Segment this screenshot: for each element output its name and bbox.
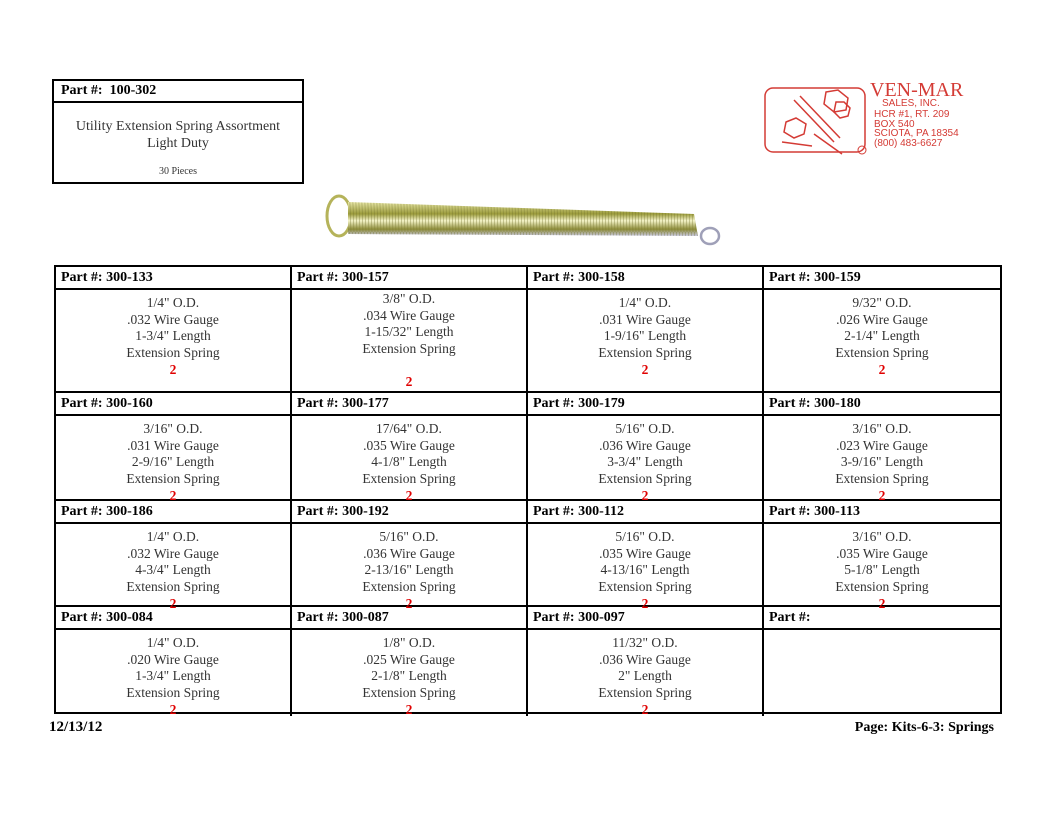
part-cell [56, 393, 292, 501]
part-specs [528, 290, 762, 391]
part-quantity: 2 [405, 701, 413, 717]
part-number: 300-177 [342, 396, 389, 411]
part-label: Part #: [297, 610, 339, 625]
part-od: 3/16" O.D. [852, 421, 912, 436]
part-cell [292, 607, 528, 716]
part-label: Part #: [769, 504, 811, 519]
part-specs [764, 416, 1000, 505]
part-label: Part #: [61, 504, 103, 519]
part-od: 1/4" O.D. [146, 529, 200, 544]
logo-phone: (800) 483-6627 [874, 138, 943, 149]
part-quantity: 2 [169, 595, 177, 611]
part-cell-header [292, 607, 526, 630]
part-quantity: 2 [169, 361, 177, 377]
part-type: Extension Spring [835, 345, 929, 361]
part-wire-gauge: .031 Wire Gauge [127, 437, 219, 453]
part-length: 2-1/4" Length [844, 328, 920, 344]
part-od: 1/4" O.D. [146, 295, 200, 310]
part-type: Extension Spring [362, 579, 456, 595]
part-cell [764, 501, 1000, 611]
part-cell [764, 267, 1000, 393]
part-cell [292, 267, 528, 393]
part-number: 300-097 [578, 610, 625, 625]
part-cell-header [56, 393, 290, 416]
part-label: Part #: [297, 396, 339, 411]
part-cell-header [56, 501, 290, 524]
part-cell-header [528, 501, 762, 524]
part-number: 300-084 [106, 610, 153, 625]
part-od: 1/4" O.D. [618, 295, 672, 310]
part-cell-header [764, 501, 1000, 524]
part-cell-header [56, 267, 290, 290]
part-od: 3/16" O.D. [852, 529, 912, 544]
part-cell [764, 607, 1000, 716]
footer-page-label: Page: Kits-6-3: Springs [854, 720, 994, 735]
part-label: Part #: [61, 396, 103, 411]
part-length: 1-3/4" Length [135, 668, 211, 684]
part-wire-gauge: .026 Wire Gauge [836, 311, 928, 327]
part-length: 3-9/16" Length [840, 454, 924, 470]
part-number: 300-186 [106, 504, 153, 519]
part-length: 2-9/16" Length [131, 454, 215, 470]
part-wire-gauge: .023 Wire Gauge [836, 437, 928, 453]
part-type: Extension Spring [362, 341, 456, 357]
part-wire-gauge: .036 Wire Gauge [599, 651, 691, 667]
part-specs [56, 416, 290, 505]
part-number: 300-158 [578, 270, 625, 285]
extension-spring-image-icon [322, 192, 726, 254]
logo-address-line3: SCIOTA, PA 18354 [874, 128, 959, 139]
part-cell-header [528, 267, 762, 290]
part-cell [56, 501, 292, 611]
part-od: 9/32" O.D. [852, 295, 912, 310]
part-length: 4-13/16" Length [600, 562, 690, 578]
parts-grid [54, 265, 1002, 717]
part-label: Part #: [61, 270, 103, 285]
part-length: 1-15/32" Length [364, 324, 454, 340]
part-type: Extension Spring [598, 471, 692, 487]
part-specs [292, 416, 526, 505]
part-type: Extension Spring [362, 685, 456, 701]
part-od: 17/64" O.D. [376, 421, 442, 436]
part-type: Extension Spring [598, 685, 692, 701]
part-type: Extension Spring [835, 579, 929, 595]
part-cell [528, 607, 764, 716]
part-specs [292, 290, 526, 391]
part-quantity: 2 [405, 373, 413, 389]
part-cell [528, 267, 764, 393]
part-cell [528, 393, 764, 501]
part-type: Extension Spring [362, 471, 456, 487]
part-cell-header [764, 393, 1000, 416]
part-quantity: 2 [641, 595, 649, 611]
part-od: 3/16" O.D. [143, 421, 203, 436]
kit-title [54, 118, 302, 152]
logo-address-line2: BOX 540 [874, 119, 915, 130]
footer-date: 12/13/12 [49, 719, 103, 735]
part-length: 5-1/8" Length [844, 562, 920, 578]
kit-part-value: 100-302 [109, 83, 157, 98]
part-quantity: 2 [405, 595, 413, 611]
part-specs [292, 524, 526, 613]
part-number: 300-179 [578, 396, 625, 411]
part-label: Part #: [533, 610, 575, 625]
part-cell-header [292, 267, 526, 290]
part-specs [764, 290, 1000, 391]
part-wire-gauge: .031 Wire Gauge [599, 311, 691, 327]
part-length: 2-1/8" Length [371, 668, 447, 684]
part-specs [56, 630, 290, 719]
part-quantity: 2 [878, 361, 886, 377]
part-cell-header [528, 607, 762, 630]
part-number: 300-112 [578, 504, 624, 519]
part-cell-header [528, 393, 762, 416]
part-cell [56, 267, 292, 393]
part-number: 300-160 [106, 396, 153, 411]
part-od: 1/8" O.D. [382, 635, 436, 650]
part-length: 3-3/4" Length [607, 454, 683, 470]
part-specs [528, 630, 762, 719]
part-specs [764, 524, 1000, 613]
part-wire-gauge: .035 Wire Gauge [599, 545, 691, 561]
part-specs [528, 416, 762, 505]
part-label: Part #: [297, 270, 339, 285]
part-cell [292, 393, 528, 501]
part-od: 5/16" O.D. [615, 421, 675, 436]
part-wire-gauge: .032 Wire Gauge [127, 545, 219, 561]
part-label: Part #: [769, 396, 811, 411]
part-quantity: 2 [641, 361, 649, 377]
part-number: 300-192 [342, 504, 389, 519]
part-number: 300-157 [342, 270, 389, 285]
part-label: Part #: [533, 396, 575, 411]
part-label: Part #: [533, 270, 575, 285]
part-label: Part #: [769, 610, 811, 625]
part-od: 5/16" O.D. [379, 529, 439, 544]
part-label: Part #: [769, 270, 811, 285]
part-quantity: 2 [641, 701, 649, 717]
part-length: 2-13/16" Length [364, 562, 454, 578]
part-type: Extension Spring [835, 471, 929, 487]
part-type: Extension Spring [126, 345, 220, 361]
part-cell-header [56, 607, 290, 630]
kit-part-number [54, 81, 302, 103]
part-quantity: 2 [405, 487, 413, 503]
part-od: 1/4" O.D. [146, 635, 200, 650]
logo-company-name: VEN-MAR [870, 79, 964, 101]
part-quantity: 2 [878, 487, 886, 503]
part-quantity: 2 [878, 595, 886, 611]
kit-pieces: 30 Pieces [158, 166, 198, 177]
part-cell [292, 501, 528, 611]
part-quantity: 2 [641, 487, 649, 503]
part-od: 11/32" O.D. [612, 635, 678, 650]
part-wire-gauge: .036 Wire Gauge [363, 545, 455, 561]
part-quantity: 2 [169, 487, 177, 503]
part-wire-gauge: .025 Wire Gauge [363, 651, 455, 667]
part-specs [528, 524, 762, 613]
part-number: 300-087 [342, 610, 389, 625]
part-cell-header [292, 501, 526, 524]
part-cell-header [764, 607, 1000, 630]
part-label: Part #: [533, 504, 575, 519]
part-specs [56, 290, 290, 391]
part-type: Extension Spring [598, 579, 692, 595]
part-wire-gauge: .035 Wire Gauge [363, 437, 455, 453]
kit-title-line1: Utility Extension Spring Assortment [75, 119, 281, 134]
part-type: Extension Spring [126, 685, 220, 701]
part-cell-header [292, 393, 526, 416]
part-od: 5/16" O.D. [615, 529, 675, 544]
kit-part-label: Part #: [61, 83, 103, 98]
part-wire-gauge: .034 Wire Gauge [363, 307, 455, 323]
part-length: 4-3/4" Length [135, 562, 211, 578]
part-label: Part #: [61, 610, 103, 625]
kit-header-box [52, 79, 304, 184]
part-number: 300-133 [106, 270, 153, 285]
part-specs [56, 524, 290, 613]
logo-address-line1: HCR #1, RT. 209 [874, 109, 950, 120]
part-cell [56, 607, 292, 716]
part-type: Extension Spring [126, 579, 220, 595]
part-specs [764, 630, 1000, 716]
part-length: 1-9/16" Length [603, 328, 687, 344]
part-wire-gauge: .020 Wire Gauge [127, 651, 219, 667]
part-length: 1-3/4" Length [135, 328, 211, 344]
part-od: 3/8" O.D. [382, 291, 436, 306]
part-quantity: 2 [169, 701, 177, 717]
part-number: 300-113 [814, 504, 860, 519]
part-type: Extension Spring [126, 471, 220, 487]
part-number: 300-180 [814, 396, 861, 411]
kit-title-line2: Light Duty [147, 136, 209, 151]
part-type: Extension Spring [598, 345, 692, 361]
part-label: Part #: [297, 504, 339, 519]
part-length: 2" Length [618, 668, 672, 684]
part-length: 4-1/8" Length [371, 454, 447, 470]
part-cell [528, 501, 764, 611]
part-wire-gauge: .032 Wire Gauge [127, 311, 219, 327]
logo-sub: SALES, INC. [882, 98, 940, 109]
part-wire-gauge: .036 Wire Gauge [599, 437, 691, 453]
part-number: 300-159 [814, 270, 861, 285]
part-cell-header [764, 267, 1000, 290]
part-specs [292, 630, 526, 719]
part-cell [764, 393, 1000, 501]
part-wire-gauge: .035 Wire Gauge [836, 545, 928, 561]
